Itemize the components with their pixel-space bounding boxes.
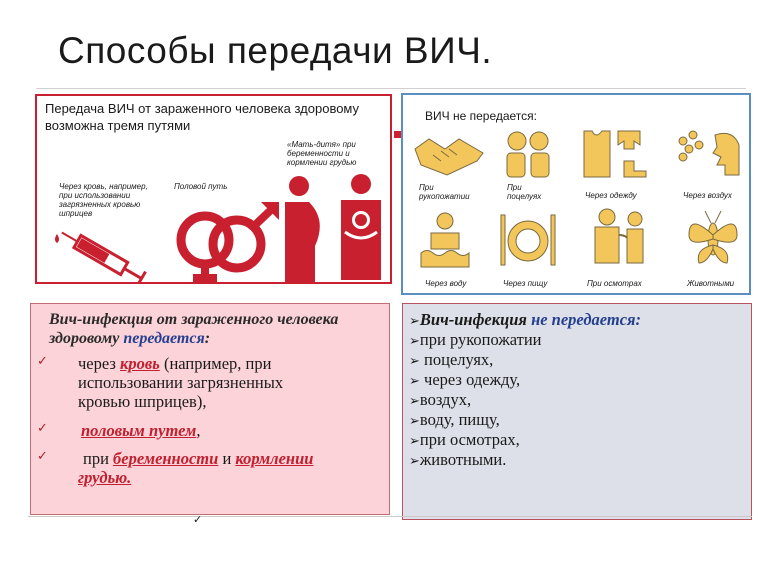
- not-transmits-item: ➢воду, пищу,: [409, 410, 500, 429]
- air-caption: Через воздух: [683, 191, 732, 200]
- arrow-bullet-icon: ➢: [409, 434, 420, 449]
- food-icon: [497, 211, 559, 269]
- not-transmits-item: ➢при рукопожатии: [409, 330, 542, 349]
- transmits-infographic: [35, 94, 392, 284]
- transmits-item-blood-line1: через кровь (например, при: [78, 354, 272, 373]
- transmits-heading-emphasis: передается: [123, 330, 205, 347]
- bullet-marker: [394, 131, 401, 138]
- mother-child-caption: «Мать-дитя» при беременности и кормлении грудью: [287, 140, 357, 167]
- transmits-text-box: [30, 303, 390, 515]
- blood-emphasis: кровь: [120, 354, 160, 373]
- check-icon: ✓: [37, 449, 48, 464]
- kiss-caption-2: поцелуях: [507, 192, 542, 201]
- title-divider: [36, 88, 746, 89]
- not-transmits-item: ➢ поцелуях,: [409, 350, 494, 369]
- not-transmits-emphasis: не передается:: [531, 310, 642, 329]
- not-transmits-item: ➢воздух,: [409, 390, 472, 409]
- arrow-bullet-icon: ➢: [409, 454, 420, 469]
- sexual-caption: Половой путь: [174, 182, 228, 191]
- not-transmits-infographic: [401, 93, 751, 295]
- water-icon: [419, 211, 471, 269]
- doctor-icon: [587, 207, 649, 269]
- kiss-caption-1: При: [507, 183, 522, 192]
- transmits-item-blood-line3: кровью шприцев),: [78, 392, 207, 411]
- breastfeeding-emphasis: кормлении: [235, 449, 314, 468]
- transmits-heading: [49, 310, 379, 348]
- arrow-bullet-icon: ➢: [409, 374, 420, 389]
- transmits-infographic-heading: Передача ВИЧ от зараженного человека здоровому возможна тремя путями: [45, 101, 360, 133]
- not-transmits-item: ➢животными.: [409, 450, 507, 469]
- arrow-bullet-icon: ➢: [409, 354, 420, 369]
- sexual-emphasis: половым путем: [81, 421, 197, 440]
- transmits-item-blood-line2: использовании загрязненных: [78, 373, 284, 392]
- pregnant-woman-icon: [277, 174, 329, 284]
- arrow-bullet-icon: ➢: [409, 334, 420, 349]
- arrow-bullet-icon: ➢: [409, 394, 420, 409]
- bottom-divider: [28, 516, 752, 517]
- mother-child-icon: [331, 172, 391, 284]
- check-icon: ✓: [193, 513, 203, 526]
- transmits-item-mother-line1: при беременности и кормлении: [83, 449, 314, 468]
- blood-caption: Через кровь, например, при использовании загрязненных кровью шприцев: [59, 182, 148, 218]
- transmits-heading-text: Вич-инфекция от зараженного человека здоровому: [49, 311, 339, 347]
- water-caption: Через воду: [425, 279, 467, 288]
- syringe-icon: [51, 224, 161, 284]
- kiss-icon: [503, 129, 553, 179]
- transmits-item-mother-line2: грудью.: [78, 468, 132, 487]
- not-transmits-text-box: [402, 303, 752, 520]
- insect-icon: [685, 207, 741, 271]
- clothes-icon: [578, 127, 668, 179]
- transmits-item-sexual: половым путем,: [81, 421, 201, 440]
- gender-symbols-icon: [165, 198, 285, 284]
- arrow-bullet-icon: ➢: [409, 414, 420, 429]
- handshake-caption-1: При: [419, 183, 434, 192]
- not-transmits-heading: ➢Вич-инфекция не передается:: [409, 310, 642, 329]
- check-icon: ✓: [37, 354, 48, 369]
- insect-caption: Животными: [687, 279, 735, 288]
- pregnancy-emphasis: беременности: [113, 449, 219, 468]
- clothes-caption: Через одежду: [585, 191, 637, 200]
- food-caption: Через пищу: [503, 279, 548, 288]
- air-icon: [675, 127, 745, 179]
- handshake-caption-2: рукопожатии: [419, 192, 470, 201]
- not-transmits-item: ➢ через одежду,: [409, 370, 521, 389]
- transmits-heading-colon: :: [204, 330, 211, 347]
- doctor-caption: При осмотрах: [587, 279, 642, 288]
- arrow-bullet-icon: ➢: [409, 314, 420, 329]
- page-title: Способы передачи ВИЧ.: [58, 30, 493, 71]
- not-transmits-item: ➢при осмотрах,: [409, 430, 520, 449]
- handshake-icon: [413, 129, 485, 179]
- not-transmits-infographic-heading: ВИЧ не передается:: [425, 109, 537, 123]
- check-icon: ✓: [37, 421, 48, 436]
